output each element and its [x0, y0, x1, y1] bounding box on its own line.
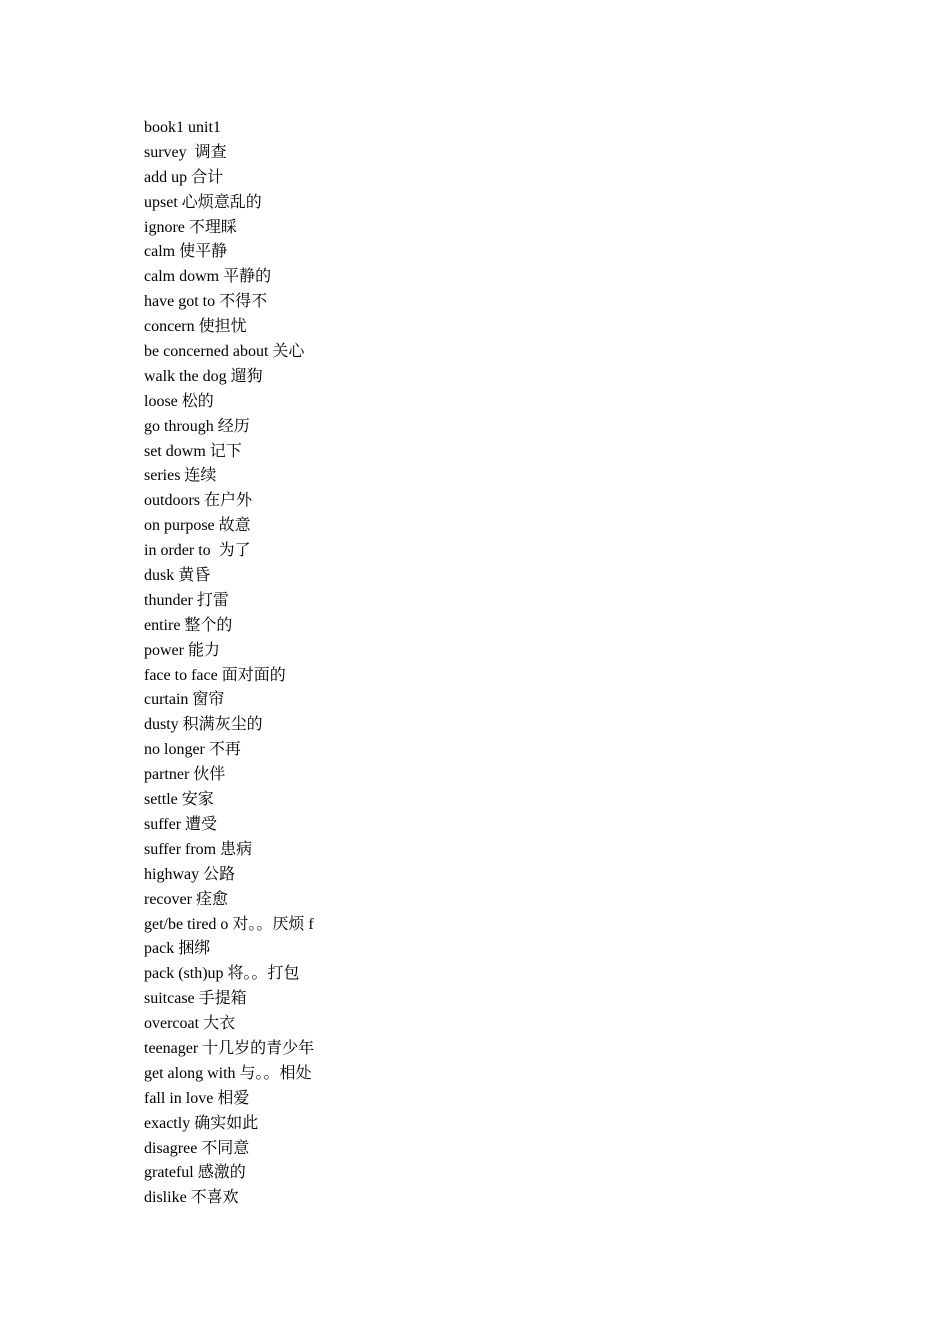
- list-item: face to face 面对面的: [144, 666, 286, 684]
- list-item: in order to 为了: [144, 542, 251, 560]
- list-item: concern 使担忧: [144, 318, 247, 336]
- list-item: recover 痊愈: [144, 890, 228, 908]
- list-item: grateful 感激的: [144, 1164, 246, 1182]
- list-item: series 连续: [144, 467, 217, 485]
- list-item: walk the dog 遛狗: [144, 367, 263, 385]
- list-item: suffer from 患病: [144, 840, 253, 858]
- list-item: disagree 不同意: [144, 1139, 250, 1157]
- list-item: set dowm 记下: [144, 442, 242, 460]
- list-item: no longer 不再: [144, 741, 241, 759]
- list-item: power 能力: [144, 641, 220, 659]
- list-item: pack 捆绑: [144, 940, 211, 958]
- list-item: loose 松的: [144, 392, 214, 410]
- list-item: dislike 不喜欢: [144, 1189, 239, 1207]
- list-item: teenager 十几岁的青少年: [144, 1039, 315, 1057]
- list-item: exactly 确实如此: [144, 1114, 259, 1132]
- list-item: go through 经历: [144, 417, 250, 435]
- list-item: survey 调查: [144, 143, 227, 161]
- list-item: suffer 遭受: [144, 815, 218, 833]
- list-item: calm 使平静: [144, 243, 228, 261]
- list-item: settle 安家: [144, 791, 214, 809]
- list-item: upset 心烦意乱的: [144, 193, 262, 211]
- list-heading: book1 unit1: [144, 119, 221, 136]
- list-item: on purpose 故意: [144, 517, 251, 535]
- list-item: get/be tired o 对。。厌烦 f: [144, 915, 314, 933]
- list-item: dusk 黄昏: [144, 567, 211, 585]
- list-item: curtain 窗帘: [144, 691, 225, 709]
- list-item: thunder 打雷: [144, 591, 229, 609]
- list-item: suitcase 手提箱: [144, 990, 247, 1008]
- list-item: entire 整个的: [144, 616, 233, 634]
- list-item: outdoors 在户外: [144, 492, 253, 510]
- list-item: be concerned about 关心: [144, 343, 305, 361]
- list-item: overcoat 大衣: [144, 1015, 236, 1033]
- list-item: dusty 积满灰尘的: [144, 716, 263, 734]
- vocabulary-list: [144, 116, 314, 1211]
- list-item: pack (sth)up 将。。打包: [144, 965, 300, 983]
- list-item: get along with 与。。相处: [144, 1064, 312, 1082]
- list-item: ignore 不理睬: [144, 218, 237, 236]
- list-item: partner 伙伴: [144, 766, 226, 784]
- list-item: fall in love 相爱: [144, 1089, 250, 1107]
- list-item: highway 公路: [144, 865, 236, 883]
- list-item: add up 合计: [144, 168, 224, 186]
- list-item: calm dowm 平静的: [144, 268, 272, 286]
- list-item: have got to 不得不: [144, 293, 268, 311]
